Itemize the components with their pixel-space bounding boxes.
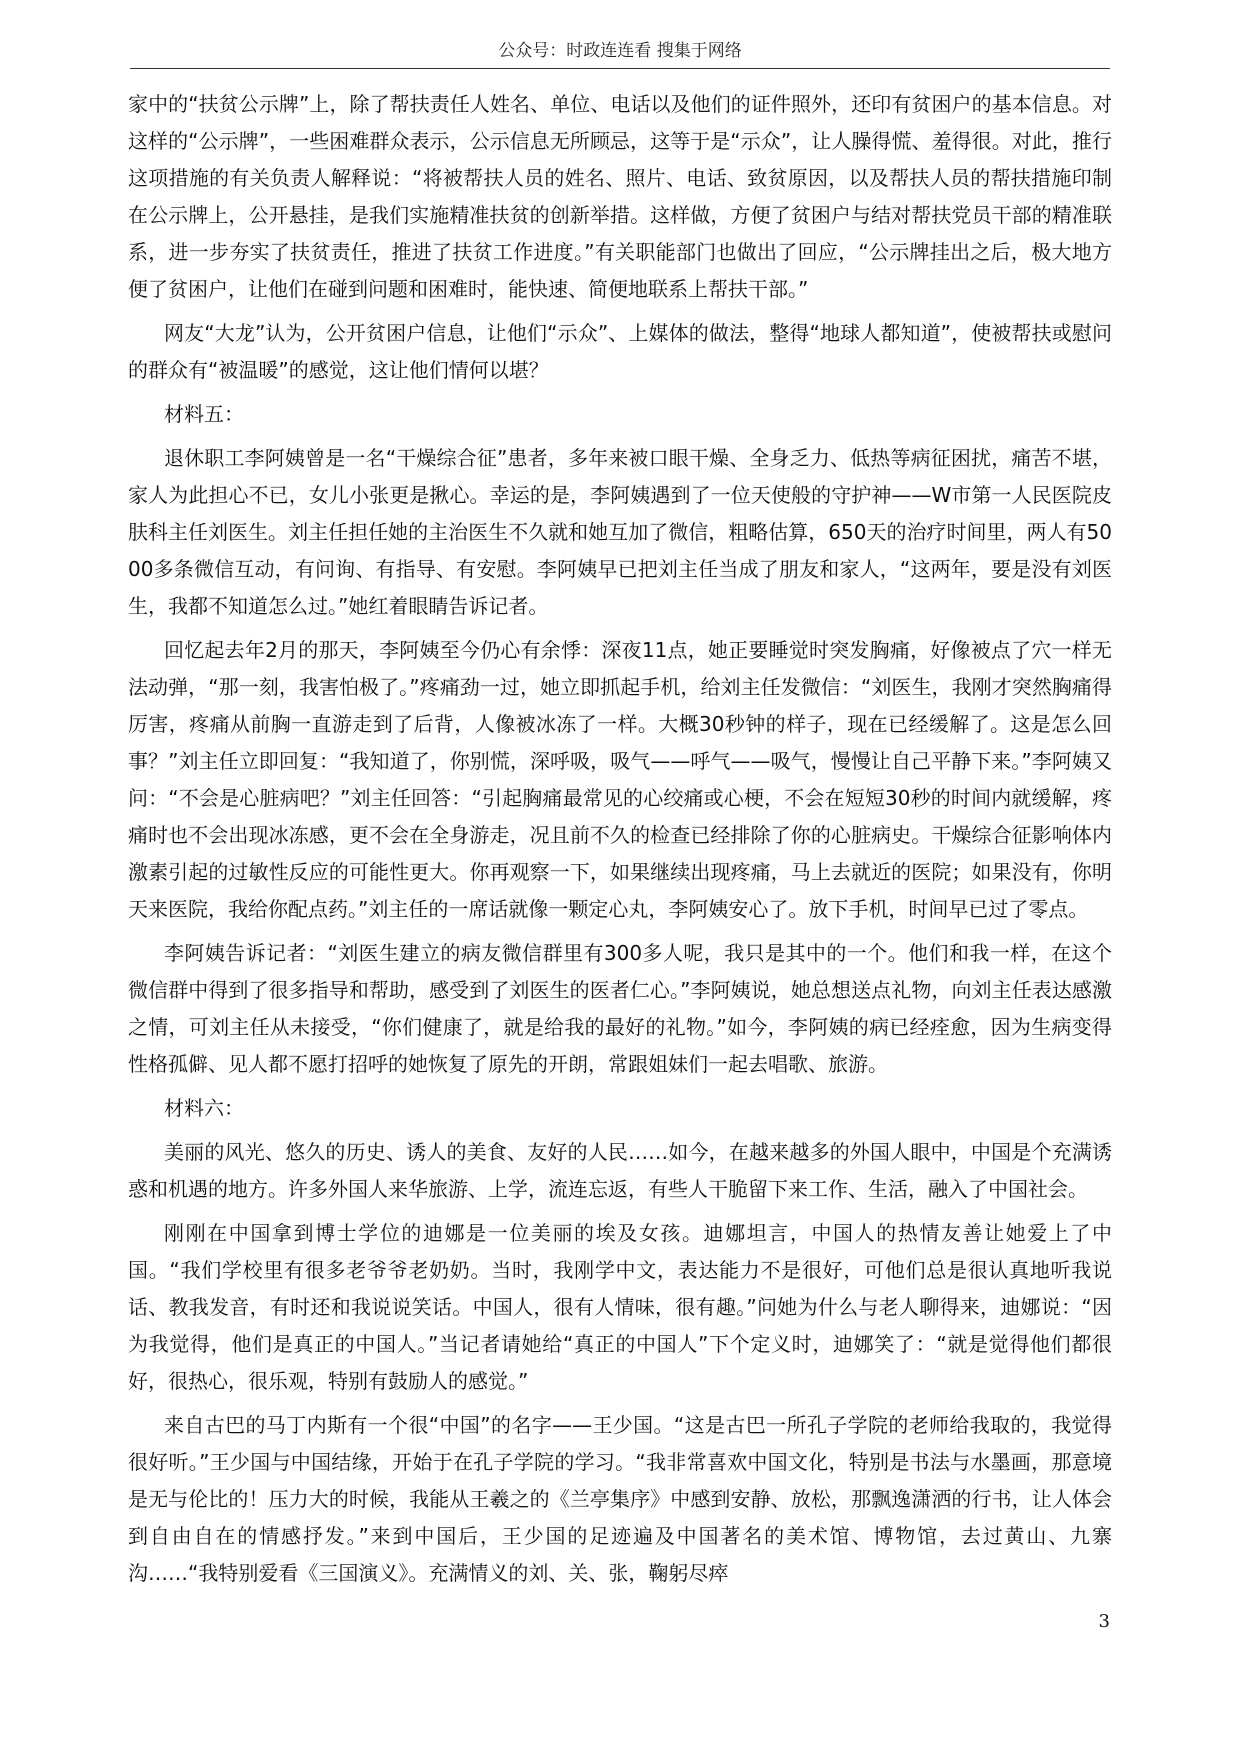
paragraph-4: 回忆起去年2月的那天，李阿姨至今仍心有余悸：深夜11点，她正要睡觉时突发胸痛，好像被点了穴一样无法动弹，“那一刻，我害怕极了。”疼痛劲一过，她立即抓起手机，给刘主任发微信：“刘医生，我刚才突然胸痛得厉害，疼痛从前胸一直游走到了后背，人像被冰冻了一样。大概30秒钟的样子，现在已经缓解了。这是怎么回事？”刘主任立即回复：“我知道了，你别慌，深呼吸，吸气——呼气——吸气，慢慢让自己平静下来。”李阿姨又问：“不会是心脏病吧？”刘主任回答：“引起胸痛最常见的心绞痛或心梗，不会在短短30秒的时间内就缓解，疼痛时也不会出现冰冻感，更不会在全身游走，况且前不久的检查已经排除了你的心脏病史。干燥综合征影响体内激素引起的过敏性反应的可能性更大。你再观察一下，如果继续出现疼痛，马上去就近的医院；如果没有，你明天来医院，我给你配点药。”刘主任的一席话就像一颗定心丸，李阿姨安心了。放下手机，时间早已过了零点。	[128, 638, 1112, 921]
paragraph-7: 刚刚在中国拿到博士学位的迪娜是一位美丽的埃及女孩。迪娜坦言，中国人的热情友善让她爱上了中国。“我们学校里有很多老爷爷老奶奶。当时，我刚学中文，表达能力不是很好，可他们总是很认真地听我说话、教我发音，有时还和我说说笑话。中国人，很有人情味，很有趣。”问她为什么与老人聊得来，迪娜说：“因为我觉得，他们是真正的中国人。”当记者请她给“真正的中国人”下个定义时，迪娜笑了：“就是觉得他们都很好，很热心，很乐观，特别有鼓励人的感觉。”	[128, 1221, 1112, 1393]
paragraph-5: 李阿姨告诉记者：“刘医生建立的病友微信群里有300多人呢，我只是其中的一个。他们和我一样，在这个微信群中得到了很多指导和帮助，感受到了刘医生的医者仁心。”李阿姨说，她总想送点礼物，向刘主任表达感激之情，可刘主任从未接受，“你们健康了，就是给我的最好的礼物。”如今，李阿姨的病已经痊愈，因为生病变得性格孤僻、见人都不愿打招呼的她恢复了原先的开朗，常跟姐妹们一起去唱歌、旅游。	[128, 941, 1112, 1076]
paragraph-1: 家中的“扶贫公示牌”上，除了帮扶责任人姓名、单位、电话以及他们的证件照外，还印有贫困户的基本信息。对这样的“公示牌”，一些困难群众表示，公示信息无所顾忌，这等于是“示众”，让人臊得慌、羞得很。对此，推行这项措施的有关负责人解释说：“将被帮扶人员的姓名、照片、电话、致贫原因，以及帮扶人员的帮扶措施印制在公示牌上，公开悬挂，是我们实施精准扶贫的创新举措。这样做，方便了贫困户与结对帮扶党员干部的精准联系，进一步夯实了扶贫责任，推进了扶贫工作进度。”有关职能部门也做出了回应，“公示牌挂出之后，极大地方便了贫困户，让他们在碰到问题和困难时，能快速、简便地联系上帮扶干部。”	[128, 92, 1112, 301]
header-divider	[130, 68, 1110, 69]
document-body	[128, 86, 1112, 1599]
section-heading-material-5: 材料五：	[164, 402, 244, 426]
paragraph-3: 退休职工李阿姨曾是一名“干燥综合征”患者，多年来被口眼干燥、全身乏力、低热等病征困扰，痛苦不堪，家人为此担心不已，女儿小张更是揪心。幸运的是，李阿姨遇到了一位天使般的守护神——W市第一人民医院皮肤科主任刘医生。刘主任担任她的主治医生不久就和她互加了微信，粗略估算，650天的治疗时间里，两人有5000多条微信互动，有问询、有指导、有安慰。李阿姨早已把刘主任当成了朋友和家人，“这两年，要是没有刘医生，我都不知道怎么过。”她红着眼睛告诉记者。	[128, 446, 1112, 618]
page-number: 3	[1098, 1611, 1110, 1632]
paragraph-6: 美丽的风光、悠久的历史、诱人的美食、友好的人民……如今，在越来越多的外国人眼中，中国是个充满诱惑和机遇的地方。许多外国人来华旅游、上学，流连忘返，有些人干脆留下来工作、生活，融入了中国社会。	[128, 1140, 1112, 1201]
paragraph-2: 网友“大龙”认为，公开贫困户信息，让他们“示众”、上媒体的做法，整得“地球人都知道”，使被帮扶或慰问的群众有“被温暖”的感觉，这让他们情何以堪？	[128, 321, 1112, 382]
section-heading-material-6: 材料六：	[164, 1096, 244, 1120]
paragraph-8: 来自古巴的马丁内斯有一个很“中国”的名字——王少国。“这是古巴一所孔子学院的老师给我取的，我觉得很好听。”王少国与中国结缘，开始于在孔子学院的学习。“我非常喜欢中国文化，特别是书法与水墨画，那意境是无与伦比的！压力大的时候，我能从王羲之的《兰亭集序》中感到安静、放松，那飘逸潇洒的行书，让人体会到自由自在的情感抒发。”来到中国后，王少国的足迹遍及中国著名的美术馆、博物馆，去过黄山、九寨沟……“我特别爱看《三国演义》。充满情义的刘、关、张，鞠躬尽瘁	[128, 1413, 1112, 1585]
page-header: 公众号：时政连连看 搜集于网络	[498, 41, 742, 61]
